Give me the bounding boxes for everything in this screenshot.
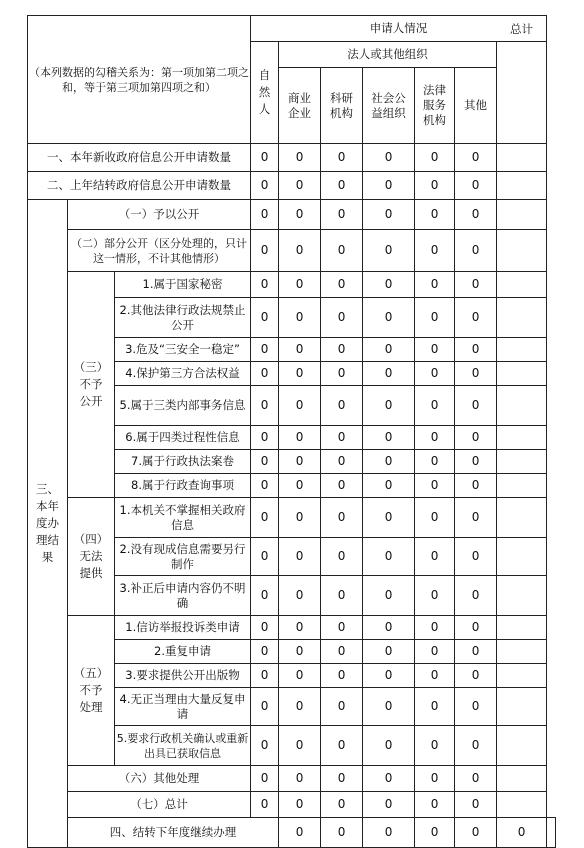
row-label: 5.属于三类内部事务信息 [115,386,251,426]
value-cell: 0 [279,450,321,474]
total-cell [547,818,556,848]
value-cell: 0 [279,792,321,818]
value-cell: 0 [363,818,415,848]
value-cell: 0 [251,576,279,616]
row-label: （二）部分公开（区分处理的，只计这一情形，不计其他情形） [68,230,251,272]
total-cell [497,362,547,386]
value-cell: 0 [321,338,363,362]
value-cell: 0 [415,792,455,818]
value-cell: 0 [415,616,455,640]
value-cell: 0 [363,362,415,386]
value-cell: 0 [279,474,321,498]
value-cell: 0 [321,818,363,848]
value-cell: 0 [251,338,279,362]
value-cell: 0 [251,426,279,450]
value-cell: 0 [251,172,279,200]
row-label: 2.其他法律行政法规禁止公开 [115,298,251,338]
value-cell: 0 [455,172,497,200]
total-cell [497,664,547,688]
value-cell: 0 [251,726,279,766]
value-cell: 0 [363,792,415,818]
value-cell: 0 [415,338,455,362]
table-row [28,818,556,848]
total-cell [497,450,547,474]
value-cell: 0 [321,172,363,200]
row-label: 6.属于四类过程性信息 [115,426,251,450]
value-cell: 0 [321,386,363,426]
value-cell: 0 [251,230,279,272]
value-cell: 0 [279,200,321,230]
value-cell: 0 [321,766,363,792]
value-cell: 0 [321,498,363,538]
table-row [28,230,556,272]
value-cell: 0 [321,362,363,386]
value-cell: 0 [455,498,497,538]
value-cell: 0 [251,298,279,338]
value-cell: 0 [455,474,497,498]
row-label: 1.信访举报投诉类申请 [115,616,251,640]
value-cell: 0 [321,450,363,474]
row-label: 4.保护第三方合法权益 [115,362,251,386]
value-cell: 0 [455,386,497,426]
section-3-label: 三、 本年 度办 理结 果 [28,200,68,848]
table-row [28,616,556,640]
value-cell: 0 [279,616,321,640]
value-cell: 0 [279,230,321,272]
value-cell: 0 [251,450,279,474]
value-cell: 0 [279,172,321,200]
value-cell: 0 [279,818,321,848]
value-cell: 0 [415,450,455,474]
header-legal: 法人或其他组织 [279,42,497,68]
value-cell: 0 [279,576,321,616]
total-cell [497,640,547,664]
value-cell: 0 [251,200,279,230]
value-cell: 0 [251,640,279,664]
value-cell: 0 [321,664,363,688]
value-cell: 0 [415,200,455,230]
row-label: （七）总计 [68,792,251,818]
value-cell: 0 [279,386,321,426]
value-cell: 0 [415,538,455,576]
header-natural: 自 然 人 [251,42,279,144]
value-cell: 0 [415,664,455,688]
header-research: 科研 机构 [321,68,363,144]
value-cell: 0 [415,426,455,450]
value-cell: 0 [321,616,363,640]
value-cell: 0 [415,766,455,792]
row-label: 5.要求行政机关确认或重新出具已获取信息 [115,726,251,766]
value-cell: 0 [251,688,279,726]
value-cell: 0 [321,640,363,664]
value-cell: 0 [415,576,455,616]
value-cell: 0 [363,200,415,230]
value-cell: 0 [279,362,321,386]
row-label: 3.要求提供公开出版物 [115,664,251,688]
value-cell: 0 [363,616,415,640]
value-cell: 0 [279,726,321,766]
value-cell: 0 [415,688,455,726]
value-cell: 0 [251,474,279,498]
value-cell: 0 [415,640,455,664]
value-cell: 0 [363,640,415,664]
value-cell: 0 [363,664,415,688]
value-cell: 0 [415,474,455,498]
value-cell: 0 [455,766,497,792]
row-label: （六）其他处理 [68,766,251,792]
table-row [28,200,556,230]
row-label: 1.属于国家秘密 [115,272,251,298]
value-cell: 0 [363,426,415,450]
value-cell: 0 [415,272,455,298]
value-cell: 0 [321,426,363,450]
row-label: 2.重复申请 [115,640,251,664]
value-cell: 0 [455,818,497,848]
report-table [27,15,556,848]
total-cell [497,688,547,726]
value-cell: 0 [455,450,497,474]
value-cell: 0 [279,272,321,298]
header-commercial: 商业 企业 [279,68,321,144]
header-other: 其他 [455,68,497,144]
table-row [28,144,556,172]
total-cell [497,498,547,538]
value-cell: 0 [321,298,363,338]
value-cell: 0 [279,426,321,450]
header-social: 社会公 益组织 [363,68,415,144]
value-cell: 0 [363,450,415,474]
value-cell: 0 [321,474,363,498]
value-cell: 0 [363,272,415,298]
value-cell: 0 [279,664,321,688]
table-row [28,498,556,538]
value-cell: 0 [455,576,497,616]
total-cell [497,726,547,766]
value-cell: 0 [321,726,363,766]
value-cell: 0 [251,272,279,298]
value-cell: 0 [279,298,321,338]
row-label: 3.补正后申请内容仍不明确 [115,576,251,616]
table-row [28,792,556,818]
row-label: 3.危及“三安全一稳定” [115,338,251,362]
header-law: 法律 服务 机构 [415,68,455,144]
value-cell: 0 [455,640,497,664]
total-cell [497,298,547,338]
value-cell: 0 [455,688,497,726]
total-cell [497,200,547,230]
total-cell [497,144,547,172]
total-cell [497,230,547,272]
total-cell [497,616,547,640]
value-cell: 0 [363,474,415,498]
value-cell: 0 [363,726,415,766]
value-cell: 0 [415,230,455,272]
table-row [28,766,556,792]
total-cell [497,474,547,498]
value-cell: 0 [415,298,455,338]
value-cell: 0 [363,688,415,726]
header-total: 总计 [497,42,547,144]
value-cell: 0 [455,616,497,640]
value-cell: 0 [363,172,415,200]
row-label: 8.属于行政查询事项 [115,474,251,498]
value-cell: 0 [455,298,497,338]
group-5-label: （五） 不予 处理 [68,616,115,766]
total-cell [497,172,547,200]
value-cell: 0 [455,272,497,298]
header-applicant: 申请人情况 [251,16,547,42]
value-cell: 0 [321,200,363,230]
total-cell [497,272,547,298]
value-cell: 0 [279,538,321,576]
value-cell: 0 [363,538,415,576]
row-label: 一、本年新收政府信息公开申请数量 [28,144,251,172]
value-cell: 0 [363,386,415,426]
value-cell: 0 [251,538,279,576]
value-cell: 0 [455,362,497,386]
row-label: 四、结转下年度继续办理 [68,818,279,848]
value-cell: 0 [363,230,415,272]
total-cell [497,576,547,616]
value-cell: 0 [497,818,547,848]
value-cell: 0 [251,144,279,172]
value-cell: 0 [363,298,415,338]
row-label: 1.本机关不掌握相关政府信息 [115,498,251,538]
value-cell: 0 [363,338,415,362]
value-cell: 0 [321,576,363,616]
value-cell: 0 [321,792,363,818]
value-cell: 0 [455,538,497,576]
value-cell: 0 [251,616,279,640]
table-row [28,272,556,298]
value-cell: 0 [455,792,497,818]
table-row [28,172,556,200]
row-label: 二、上年结转政府信息公开申请数量 [28,172,251,200]
group-3-label: （三） 不予 公开 [68,272,115,498]
total-cell [497,538,547,576]
value-cell: 0 [363,766,415,792]
value-cell: 0 [415,172,455,200]
value-cell: 0 [455,338,497,362]
total-cell [497,426,547,450]
value-cell: 0 [251,792,279,818]
value-cell: 0 [279,338,321,362]
row-label: 7.属于行政执法案卷 [115,450,251,474]
total-cell [497,792,547,818]
value-cell: 0 [455,664,497,688]
value-cell: 0 [455,230,497,272]
value-cell: 0 [251,362,279,386]
value-cell: 0 [279,766,321,792]
value-cell: 0 [415,144,455,172]
value-cell: 0 [251,386,279,426]
note-cell: （本列数据的勾稽关系为：第一项加第二项之和，等于第三项加第四项之和） [28,16,251,144]
value-cell: 0 [279,640,321,664]
value-cell: 0 [455,426,497,450]
value-cell: 0 [279,688,321,726]
group-4-label: （四） 无法 提供 [68,498,115,616]
value-cell: 0 [279,144,321,172]
value-cell: 0 [321,538,363,576]
value-cell: 0 [251,766,279,792]
value-cell: 0 [321,230,363,272]
value-cell: 0 [321,144,363,172]
value-cell: 0 [363,498,415,538]
total-cell [497,338,547,362]
value-cell: 0 [415,386,455,426]
value-cell: 0 [415,726,455,766]
value-cell: 0 [251,498,279,538]
value-cell: 0 [363,576,415,616]
value-cell: 0 [321,272,363,298]
value-cell: 0 [415,362,455,386]
value-cell: 0 [279,498,321,538]
value-cell: 0 [455,200,497,230]
value-cell: 0 [363,144,415,172]
total-cell [497,386,547,426]
total-cell [497,766,547,792]
value-cell: 0 [455,144,497,172]
value-cell: 0 [251,664,279,688]
row-label: （一）予以公开 [68,200,251,230]
row-label: 4.无正当理由大量反复申请 [115,688,251,726]
row-label: 2.没有现成信息需要另行制作 [115,538,251,576]
value-cell: 0 [415,818,455,848]
value-cell: 0 [321,688,363,726]
value-cell: 0 [455,726,497,766]
value-cell: 0 [415,498,455,538]
